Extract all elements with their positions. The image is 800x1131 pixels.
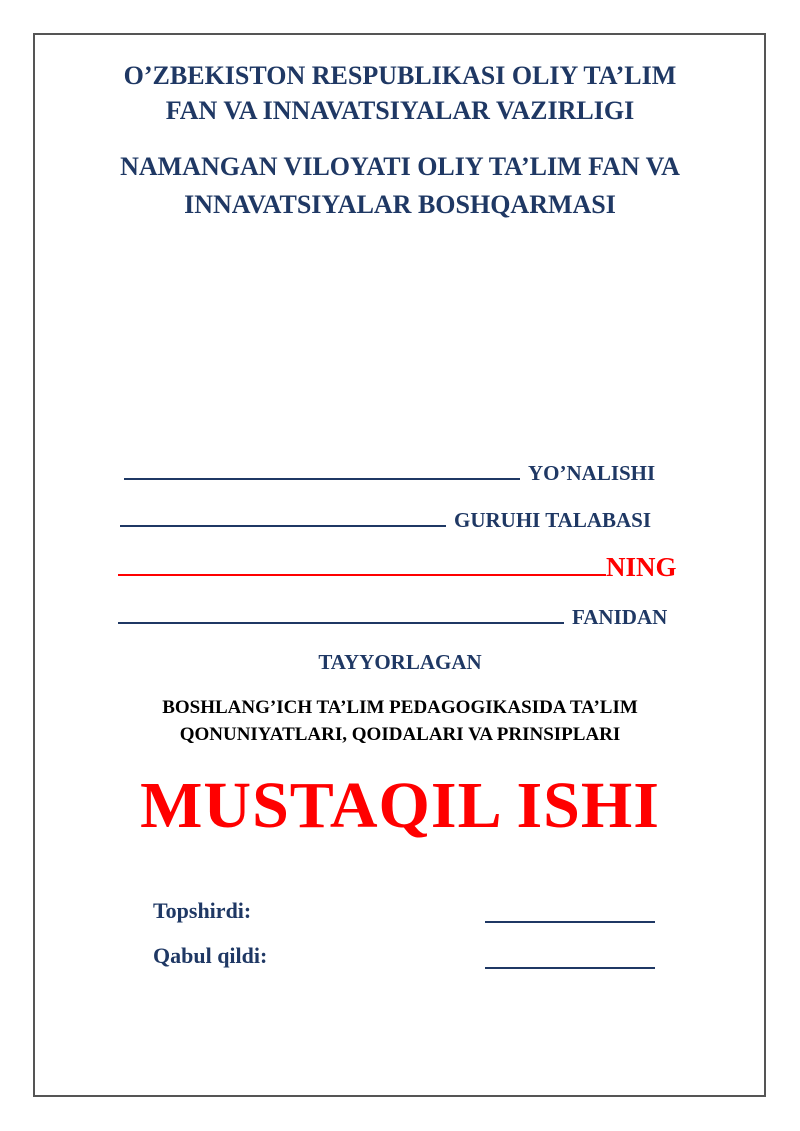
- document-title: MUSTAQIL ISHI: [140, 769, 660, 842]
- group-label: GURUHI TALABASI: [454, 508, 652, 532]
- group-blank: [120, 524, 446, 527]
- regional-board-heading: [0, 148, 800, 224]
- group-field: [120, 508, 651, 533]
- ministry-line-2: FAN VA INNAVATSIYALAR VAZIRLIGI: [165, 96, 635, 125]
- subject-label: FANIDAN: [572, 605, 668, 629]
- topic-heading: [0, 694, 800, 748]
- accepted-label: Qabul qildi:: [153, 943, 268, 968]
- direction-field: [124, 461, 655, 486]
- topic-line-2: QONUNIYATLARI, QOIDALARI VA PRINSIPLARI: [179, 724, 621, 745]
- submitted-label: Topshirdi:: [153, 898, 252, 923]
- student-name-label: NING: [606, 552, 677, 582]
- direction-label: YO’NALISHI: [528, 461, 656, 485]
- student-name-field: [118, 552, 677, 583]
- topic-line-1: BOSHLANG’ICH TA’LIM PEDAGOGIKASIDA TA’LIM: [162, 697, 638, 718]
- board-line-1: NAMANGAN VILOYATI OLIY TA’LIM FAN VA: [120, 152, 680, 181]
- submitted-signature-blank: [485, 921, 655, 923]
- subject-field: [118, 605, 667, 630]
- prepared-label: TAYYORLAGAN: [318, 650, 482, 674]
- student-name-blank: [118, 573, 606, 576]
- ministry-line-1: O’ZBEKISTON RESPUBLIKASI OLIY TA’LIM: [123, 61, 677, 90]
- direction-blank: [124, 477, 520, 480]
- ministry-heading: [0, 58, 800, 128]
- board-line-2: INNAVATSIYALAR BOSHQARMASI: [184, 190, 616, 219]
- accepted-signature-blank: [485, 967, 655, 969]
- subject-blank: [118, 621, 564, 624]
